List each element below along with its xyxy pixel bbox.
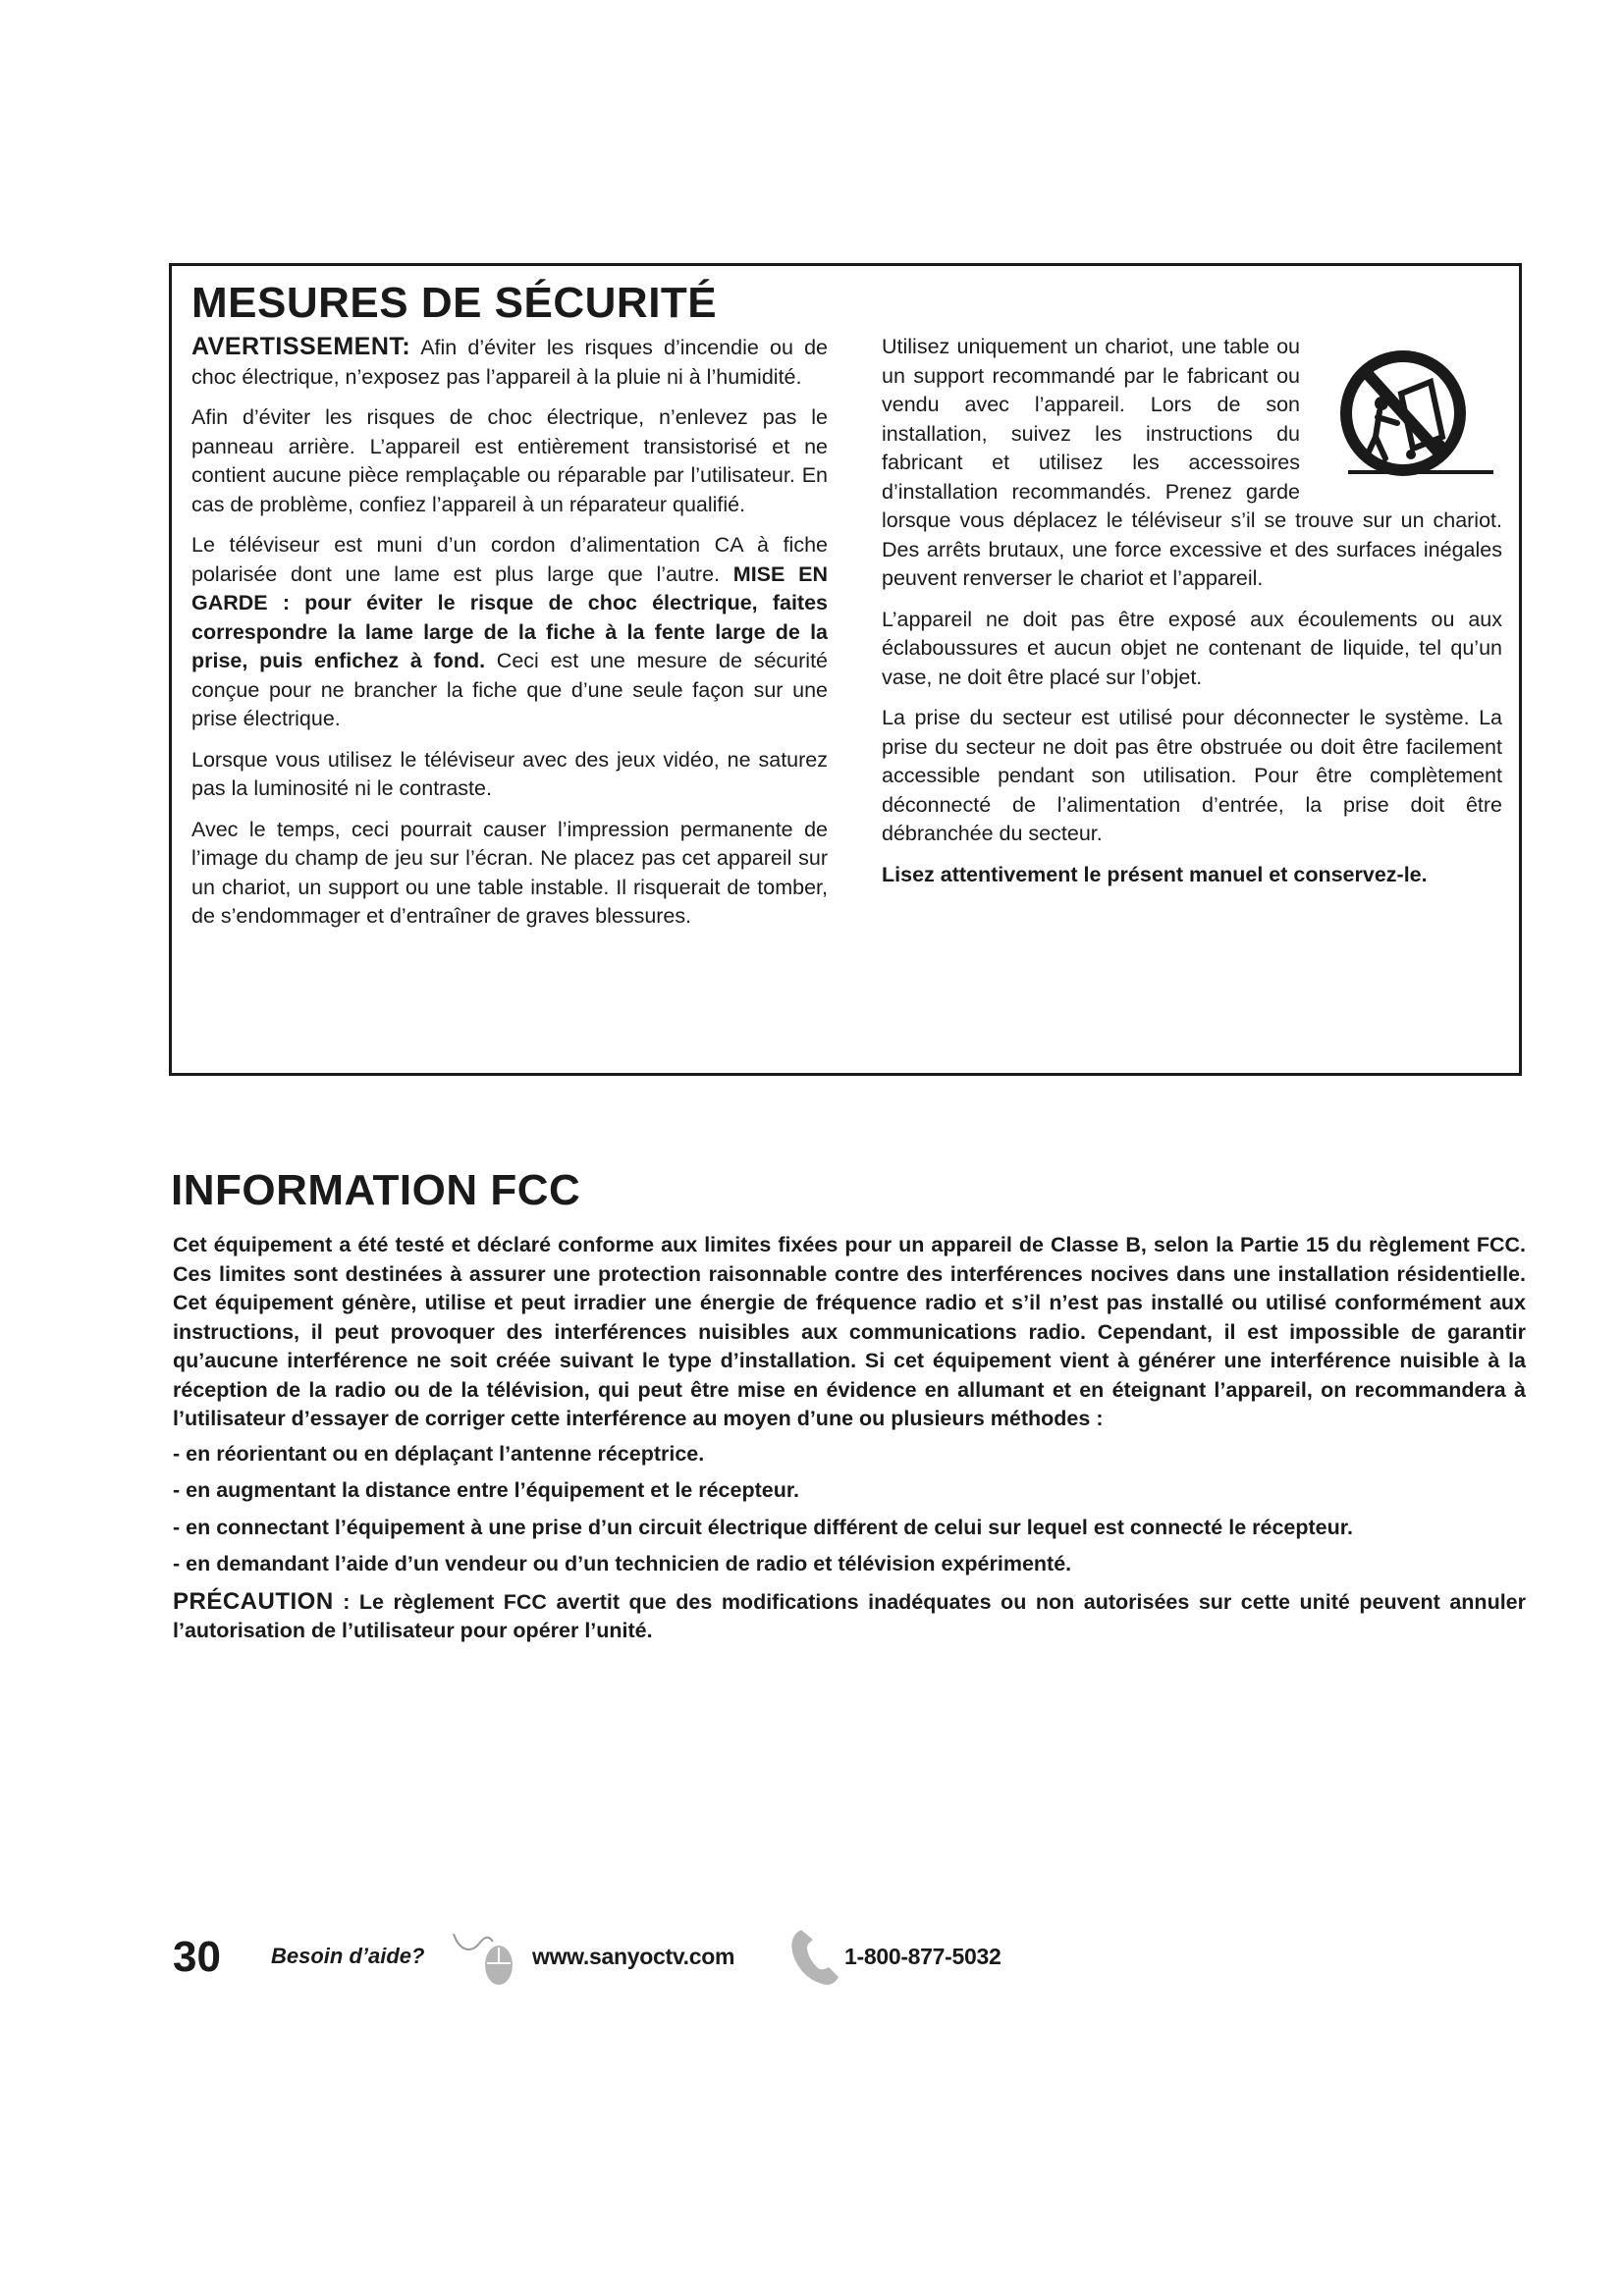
website-link[interactable]: www.sanyoctv.com [532, 1944, 735, 1969]
video-games-paragraph: Lorsque vous utilisez le téléviseur avec des jeux vidéo, ne saturez pas la luminosité ni le contraste. [191, 747, 828, 800]
fcc-method-item: - en augmentant la distance entre l’équipement et le récepteur. [173, 1478, 800, 1502]
safety-title: MESURES DE SÉCURITÉ [191, 279, 718, 327]
phone-number: 1-800-877-5032 [844, 1944, 1001, 1969]
warning-text: Afin d’éviter les risques d’incendie ou de choc électrique, n’exposez pas l’appareil à la pluie ni à l’humidité. [191, 336, 828, 389]
telephone-handset-icon [784, 1926, 842, 1994]
fcc-method-item: - en demandant l’aide d’un vendeur ou d’un technicien de radio et télévision expérimenté. [173, 1552, 1072, 1575]
help-label: Besoin d’aide? [271, 1944, 425, 1968]
fcc-section [173, 1231, 1526, 1652]
polarized-plug-text: Le téléviseur est muni d’un cordon d’alimentation CA à fiche polarisée dont une lame est plus large que l’autre. [191, 533, 828, 586]
shock-paragraph: Afin d’éviter les risques de choc électrique, n’enlevez pas le panneau arrière. L’appareil est entièrement transistorisé et ne contient aucune pièce remplaçable ou réparable par l’utilisateur. En cas de problème, confiez l’appareil à un réparateur qualifié. [191, 405, 828, 516]
cart-tip-warning-icon [1316, 339, 1502, 504]
mise-en-garde-text: MISE EN GARDE : pour éviter le risque de choc électrique, faites correspondre la lame large de la fiche à la fente large de la prise, puis enfichez à fond. [191, 561, 828, 672]
precaution-paragraph [173, 1587, 1526, 1646]
warning-label: AVERTISSEMENT: [191, 333, 411, 360]
burn-in-paragraph: Avec le temps, ceci pourrait causer l’impression permanente de l’image du champ de jeu sur l’écran. Ne placez pas cet appareil sur un chariot, un support ou une table instable. Il risquerait de tomber, de s’endommager et d’entraîner de graves blessures. [191, 817, 828, 928]
fcc-methods-list [173, 1440, 1526, 1579]
read-manual-paragraph [882, 861, 1502, 890]
precaution-label: PRÉCAUTION [173, 1587, 334, 1615]
fcc-method-item: - en connectant l’équipement à une prise d’un circuit électrique différent de celui sur lequel est connecté le récepteur. [173, 1515, 1353, 1539]
cart-text: Utilisez uniquement un chariot, une table ou un support recommandé par le fabricant ou vendu avec l’appareil. Lors de son installation, suivez les instructions du fabricant et utilisez les accessoires d’installation recommandés. Prenez garde lorsque vous déplacez le téléviseur s’il se trouve sur un chariot. Des arrêts brutaux, une force excessive et des surfaces inégales peuvent renverser le chariot et l’appareil. [882, 335, 1502, 590]
polarized-plug-paragraph [191, 531, 828, 734]
precaution-text: : Le règlement FCC avertit que des modifications inadéquates ou non autorisées sur cette unité peuvent annuler l’autorisation de l’utilisateur pour opérer l’unité. [173, 1589, 1526, 1642]
safety-left-column [191, 333, 828, 943]
fcc-title: INFORMATION FCC [171, 1166, 581, 1214]
safety-right-column [882, 333, 1502, 901]
warning-paragraph [191, 333, 828, 392]
page-number: 30 [173, 1933, 221, 1981]
computer-mouse-icon [450, 1926, 518, 1994]
liquid-paragraph: L’appareil ne doit pas être exposé aux écoulements ou aux éclaboussures et aucun objet ne contenant de liquide, tel qu’un vase, ne doit être placé sur l’objet. [882, 607, 1502, 689]
polarized-plug-tail: Ceci est une mesure de sécurité conçue pour ne brancher la fiche que d’une seule façon sur une prise électrique. [191, 649, 828, 730]
fcc-method-item: - en réorientant ou en déplaçant l’antenne réceptrice. [173, 1441, 705, 1466]
read-manual-text: Lisez attentivement le présent manuel et conservez-le. [882, 862, 1428, 886]
page-footer [173, 1930, 1056, 1989]
mains-plug-paragraph: La prise du secteur est utilisé pour déconnecter le système. La prise du secteur ne doit pas être obstruée ou doit être facilement accessible pendant son utilisation. Pour être complètement déconnecté de l’alimentation d’entrée, la prise doit être débranchée du secteur. [882, 706, 1502, 845]
cart-paragraph [882, 333, 1502, 594]
safety-section [169, 263, 1522, 1076]
fcc-intro: Cet équipement a été testé et déclaré conforme aux limites fixées pour un appareil de Classe B, selon la Partie 15 du règlement FCC. Ces limites sont destinées à assurer une protection raisonnable contre des interférences nocives dans une installation résidentielle. Cet équipement génère, utilise et peut irradier une énergie de fréquence radio et s’il n’est pas installé ou utilisé conformément aux instructions, il peut provoquer des interférences nuisibles aux communications radio. Cependant, il est impossible de garantir qu’aucune interférence ne soit créée suivant le type d’installation. Si cet équipement vient à générer une interférence nuisible à la réception de la radio ou de la télévision, qui peut être mise en évidence en allumant et en éteignant l’appareil, on recommandera à l’utilisateur d’essayer de corriger cette interférence au moyen d’une ou plusieurs méthodes : [173, 1233, 1526, 1430]
